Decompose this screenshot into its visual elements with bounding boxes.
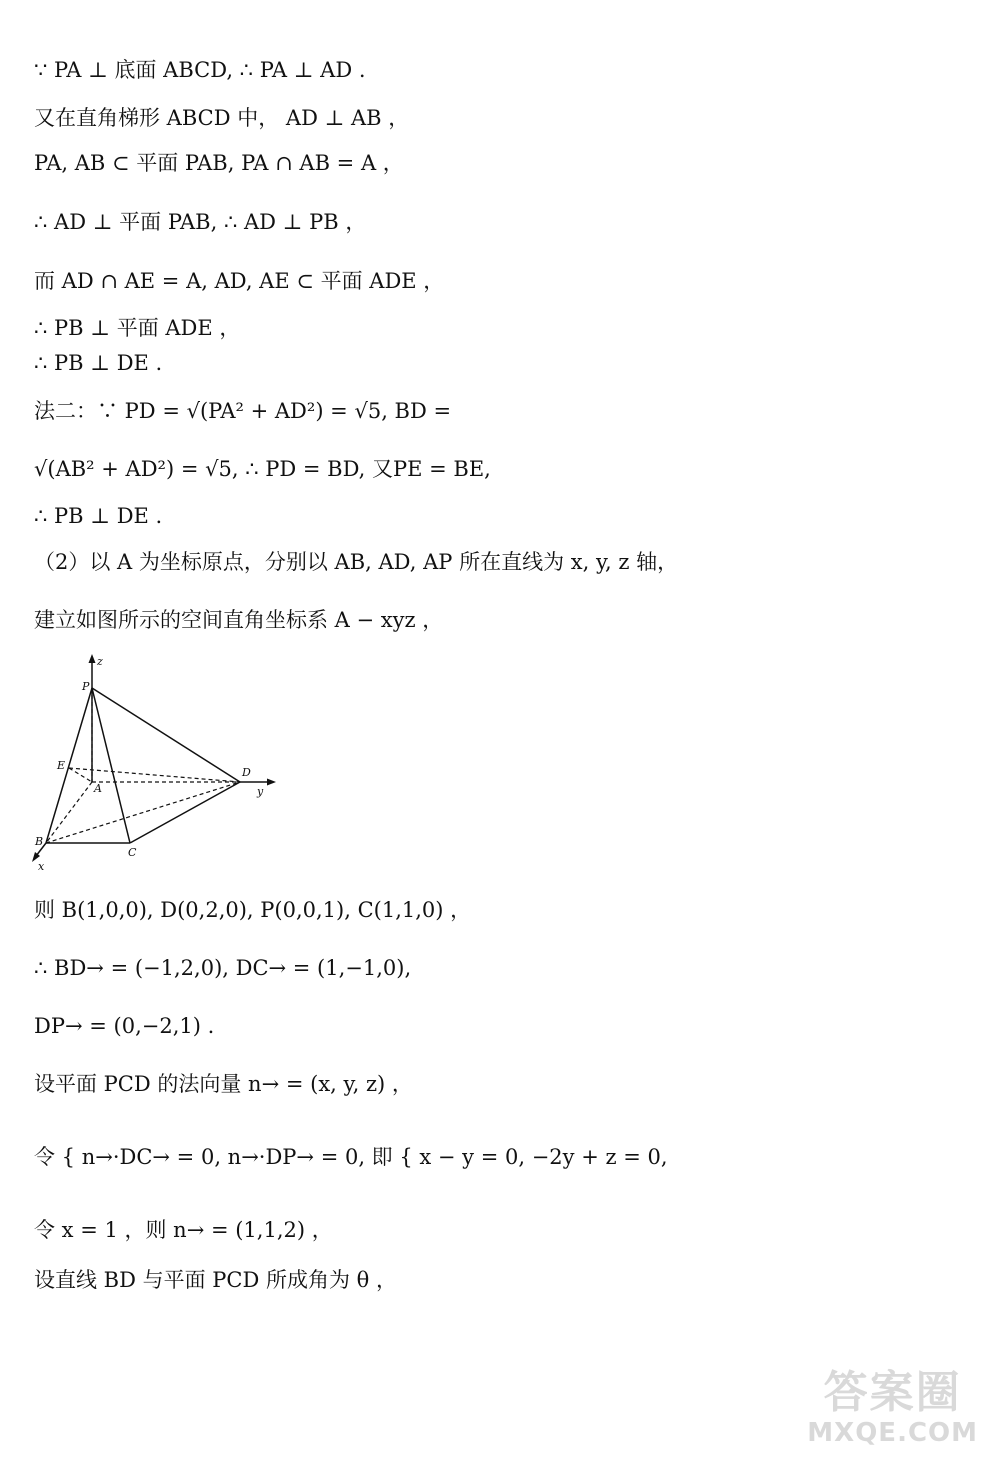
edge-PD — [92, 688, 240, 782]
text-line: 令 { n→·DC→ = 0, n→·DP→ = 0, 即 { x − y = 0, −2y + z = 0, — [34, 1145, 668, 1169]
text-line: 设平面 PCD 的法向量 n→ = (x, y, z) ， — [34, 1072, 413, 1096]
edge-ED — [69, 768, 240, 782]
text-line: ∴ PB ⊥ 平面 ADE ， — [34, 316, 241, 340]
edge-AB — [46, 782, 92, 843]
text-line: ∴ PB ⊥ DE . — [34, 504, 163, 528]
edge-PC — [92, 688, 130, 843]
z-axis-arrow — [89, 654, 96, 663]
text-line: ∴ BD→ = (−1,2,0), DC→ = (1,−1,0), — [34, 956, 412, 980]
label-C: C — [128, 846, 137, 859]
edge-BD — [46, 782, 240, 843]
label-P: P — [82, 680, 90, 693]
edge-PB — [46, 688, 92, 843]
text-line: √(AB² + AD²) = √5, ∴ PD = BD, 又PE = BE, — [34, 457, 491, 481]
text-line: 令 x = 1 ，则 n→ = (1,1,2) ， — [34, 1218, 333, 1242]
text-line: ∵ PA ⊥ 底面 ABCD, ∴ PA ⊥ AD . — [34, 58, 366, 82]
text-line: PA, AB ⊂ 平面 PAB, PA ∩ AB = A ， — [34, 151, 404, 175]
text-line: 法二：∵ PD = √(PA² + AD²) = √5, BD = — [34, 399, 452, 423]
label-E: E — [57, 759, 66, 772]
watermark — [807, 1368, 978, 1448]
text-line: （2）以 A 为坐标原点，分别以 AB, AD, AP 所在直线为 x, y, z 轴， — [34, 550, 679, 574]
text-line: ∴ PB ⊥ DE . — [34, 351, 163, 375]
text-line: 设直线 BD 与平面 PCD 所成角为 θ ， — [34, 1268, 397, 1292]
pyramid-diagram — [30, 648, 290, 878]
label-D: D — [242, 766, 251, 779]
label-x: x — [38, 860, 45, 873]
text-line: ∴ AD ⊥ 平面 PAB, ∴ AD ⊥ PB ， — [34, 210, 367, 234]
label-y: y — [257, 785, 264, 798]
y-axis-arrow — [267, 779, 276, 786]
text-line: DP→ = (0,−2,1) . — [34, 1014, 215, 1038]
watermark-url: MXQE.COM — [807, 1418, 978, 1448]
coordinate-figure — [30, 648, 290, 878]
edge-EA — [69, 768, 92, 782]
edge-CD — [130, 782, 240, 843]
label-z: z — [97, 655, 103, 668]
watermark-logo-text: 答案圈 — [823, 1367, 962, 1418]
label-A: A — [94, 782, 102, 795]
text-line: 建立如图所示的空间直角坐标系 A − xyz ， — [34, 608, 444, 632]
text-line: 而 AD ∩ AE = A, AD, AE ⊂ 平面 ADE ， — [34, 269, 445, 293]
text-line: 又在直角梯形 ABCD 中， AD ⊥ AB ， — [34, 106, 410, 130]
text-line: 则 B(1,0,0), D(0,2,0), P(0,0,1), C(1,1,0) ， — [34, 898, 472, 922]
label-B: B — [35, 835, 44, 848]
